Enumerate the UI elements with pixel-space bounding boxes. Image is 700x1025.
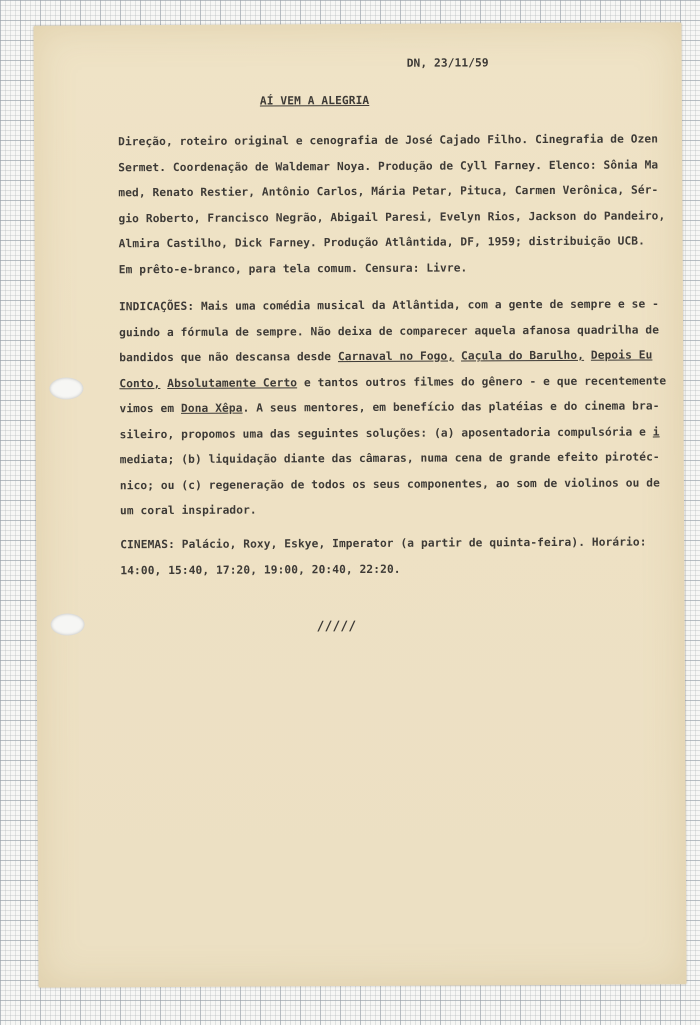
film-reference: Absolutamente Certo: [167, 375, 298, 390]
document-date: DN, 23/11/59: [406, 56, 489, 70]
credits-line: Sermet. Coordenação de Waldemar Noya. Produção de Cyll Farney. Elenco: Sônia Ma: [118, 157, 659, 174]
cinemas-paragraph: [120, 529, 660, 583]
indicacoes-line: INDICAÇÕES: Mais uma comédia musical da Atlântida, com a gente de sempre e se -: [118, 297, 659, 314]
film-reference: Caçula do Barulho,: [460, 348, 585, 363]
film-reference: Carnaval no Fogo,: [337, 349, 455, 364]
indicacoes-line: um coral inspirador.: [119, 503, 257, 518]
credits-line: med, Renato Restier, Antônio Carlos, Mária Petar, Pituca, Carmen Verônica, Sér-: [118, 183, 659, 200]
underlined-letter: i: [652, 424, 660, 438]
line-text: vimos em: [119, 401, 182, 416]
credits-line: Em prêto-e-branco, para tela comum. Censura: Livre.: [118, 260, 468, 276]
film-reference: Depois Eu: [590, 348, 653, 362]
cinemas-line: 14:00, 15:40, 17:20, 19:00, 20:40, 22:20.: [120, 562, 401, 577]
credits-line: Almira Castilho, Dick Farney. Produção Atlântida, DF, 1959; distribuição UCB.: [118, 234, 645, 251]
credits-line: Direção, roteiro original e cenografia de José Cajado Filho. Cinegrafia de Ozen: [118, 132, 659, 149]
indicacoes-line: [119, 368, 667, 396]
indicacoes-paragraph: [118, 291, 667, 523]
end-separator: /////: [316, 619, 357, 635]
credits-paragraph: [118, 126, 666, 282]
typewritten-sheet: [33, 22, 686, 987]
film-reference: Dona Xêpa: [180, 401, 243, 415]
film-reference: Conto,: [119, 376, 161, 390]
indicacoes-line: mediata; (b) liquidação diante das câmaras, numa cena de grande efeito pirotéc-: [119, 450, 660, 467]
punch-hole: [49, 377, 83, 399]
indicacoes-line: [120, 419, 660, 447]
indicacoes-line: [119, 342, 659, 370]
indicacoes-line: nico; ou (c) regeneração de todos os seus componentes, ao som de violinos ou de: [119, 475, 660, 492]
film-title: AÍ VEM A ALEGRIA: [259, 93, 370, 108]
punch-hole: [51, 613, 85, 635]
line-text: sileiro, propomos uma das seguintes soluções: (a) aposentadoria compulsória e: [119, 424, 653, 441]
credits-line: gio Roberto, Francisco Negrão, Abigail Paresi, Evelyn Rios, Jackson do Pandeiro,: [118, 208, 666, 225]
indicacoes-line: guindo a fórmula de sempre. Não deixa de comparecer aquela afanosa quadrilha de: [119, 322, 660, 339]
line-text: e tantos outros filmes do gênero - e que recentemente: [297, 373, 667, 389]
line-text: . A seus mentores, em benefício das platéias e do cinema bra-: [242, 399, 660, 415]
cinemas-line: CINEMAS: Palácio, Roxy, Eskye, Imperator (a partir de quinta-feira). Horário:: [120, 535, 647, 552]
line-text: bandidos que não descansa desde: [119, 350, 338, 365]
indicacoes-line: [119, 393, 659, 421]
